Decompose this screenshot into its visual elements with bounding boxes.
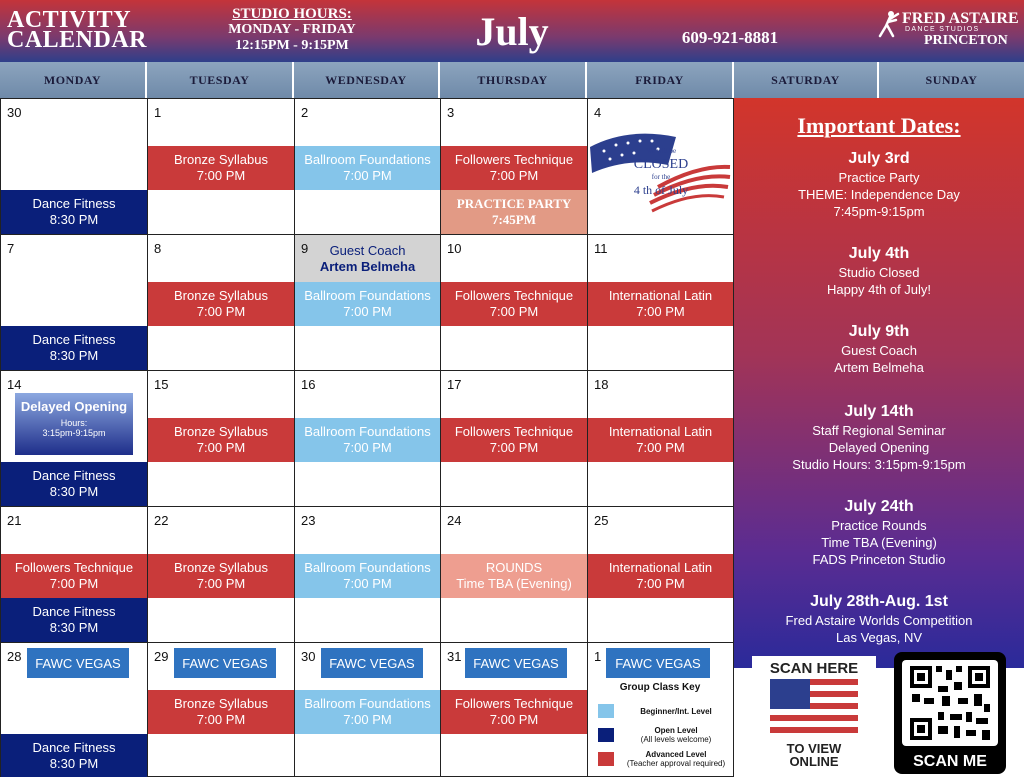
key-swatch [598, 704, 614, 718]
class-time: 7:00 PM [343, 440, 392, 455]
hours-time: 12:15PM - 9:15PM [235, 38, 349, 53]
class-international-latin[interactable] [588, 554, 733, 598]
day-cell[interactable] [440, 98, 588, 235]
class-name: Followers Technique [14, 560, 134, 575]
key-label: Advanced Level (Teacher approval required) [626, 750, 726, 768]
important-date: July 4th [848, 245, 910, 262]
fawc-vegas-badge[interactable]: FAWC VEGAS [465, 648, 567, 678]
day-header-sunday: SUNDAY [879, 62, 1024, 98]
scan-here-label: SCAN HERE [769, 660, 859, 677]
key-row [588, 747, 732, 771]
day-number: 17 [447, 377, 462, 392]
delayed-opening-notice [15, 393, 133, 455]
class-name: Bronze Syllabus [174, 424, 268, 439]
day-cell[interactable] [587, 234, 734, 371]
class-ballroom-foundations[interactable] [295, 146, 440, 190]
key-row [588, 699, 732, 723]
important-detail: Staff Regional Seminar [812, 423, 946, 438]
key-label: Beginner/Int. Level [640, 706, 712, 716]
important-detail: Artem Belmeha [834, 360, 924, 375]
important-date-item [734, 149, 1024, 220]
to-view-label: TO VIEW [786, 741, 842, 756]
day-header-friday: FRIDAY [587, 62, 734, 98]
day-number: 7 [7, 241, 15, 256]
class-name: Dance Fitness [32, 196, 116, 211]
important-detail: FADS Princeton Studio [812, 552, 946, 567]
class-time: 8:30 PM [49, 348, 99, 363]
day-cell[interactable] [0, 642, 148, 777]
day-cell[interactable] [440, 642, 588, 777]
class-bronze-syllabus[interactable] [148, 554, 294, 598]
event-time: 7:45PM [491, 212, 537, 227]
important-date: July 9th [848, 323, 910, 340]
event-name: Guest Coach [329, 242, 406, 258]
class-time: 7:00 PM [196, 440, 246, 455]
important-date-item [734, 592, 1024, 646]
class-time: 7:00 PM [196, 712, 246, 727]
class-name: Followers Technique [454, 152, 574, 167]
class-name: Dance Fitness [32, 604, 116, 619]
closed-line: CLOSED [633, 157, 689, 172]
class-time: 7:00 PM [489, 712, 539, 727]
calendar-title [7, 7, 148, 53]
day-number: 8 [154, 241, 162, 256]
class-name: International Latin [608, 560, 713, 575]
class-international-latin[interactable] [588, 418, 733, 462]
class-ballroom-foundations[interactable] [295, 418, 440, 462]
class-bronze-syllabus[interactable] [148, 146, 294, 190]
class-time: 7:00 PM [489, 304, 539, 319]
important-dates-title: Important Dates: [797, 113, 961, 138]
important-detail: Fred Astaire Worlds Competition [785, 613, 973, 628]
day-number: 23 [301, 513, 316, 528]
important-detail: Guest Coach [841, 343, 917, 358]
day-cell[interactable] [440, 234, 588, 371]
class-name: Bronze Syllabus [174, 288, 268, 303]
delayed-hours-label: Hours: [60, 418, 88, 428]
event-time: Time TBA (Evening) [456, 576, 572, 591]
day-cell[interactable] [587, 506, 734, 643]
class-dance-fitness[interactable] [1, 462, 147, 506]
day-cell[interactable] [294, 642, 441, 777]
qr-code-pattern [902, 660, 998, 746]
day-cell[interactable] [147, 234, 295, 371]
flag-image [770, 679, 858, 735]
important-detail: Studio Hours: 3:15pm-9:15pm [792, 457, 966, 472]
day-number: 11 [594, 241, 608, 256]
class-followers-technique[interactable] [441, 282, 587, 326]
class-bronze-syllabus[interactable] [148, 690, 294, 734]
day-number: 25 [594, 513, 609, 528]
event-name: ROUNDS [485, 560, 543, 575]
calendar-grid [0, 98, 734, 777]
important-detail: Las Vegas, NV [836, 630, 922, 645]
important-date: July 14th [844, 403, 914, 420]
studio-hours [222, 6, 362, 54]
delayed-title: Delayed Opening [20, 399, 128, 414]
important-detail: THEME: Independence Day [798, 187, 960, 202]
class-time: 7:00 PM [636, 576, 685, 591]
class-time: 7:00 PM [343, 712, 392, 727]
important-date: July 3rd [848, 150, 910, 167]
day-header-thursday: THURSDAY [440, 62, 587, 98]
class-dance-fitness[interactable] [1, 734, 147, 777]
class-name: International Latin [608, 288, 713, 303]
fawc-vegas-badge[interactable]: FAWC VEGAS [321, 648, 423, 678]
title-line-1: ACTIVITY [7, 7, 132, 33]
closed-notice [616, 145, 706, 197]
day-number: 24 [447, 513, 462, 528]
event-name: PRACTICE PARTY [456, 196, 572, 211]
day-cell[interactable] [440, 506, 588, 643]
day-number: 1 [594, 649, 602, 664]
day-cell[interactable] [294, 234, 441, 371]
important-detail: Time TBA (Evening) [821, 535, 937, 550]
class-name: Ballroom Foundations [304, 696, 431, 711]
class-name: Ballroom Foundations [304, 424, 431, 439]
qr-icon [902, 660, 998, 746]
day-cell[interactable] [587, 98, 734, 235]
day-cell[interactable] [0, 506, 148, 643]
day-cell[interactable] [294, 506, 441, 643]
class-time: 8:30 PM [49, 484, 99, 499]
class-followers-technique[interactable] [1, 554, 147, 598]
key-title: Group Class Key [619, 682, 701, 693]
day-cell[interactable] [147, 642, 295, 777]
fawc-vegas-badge[interactable]: FAWC VEGAS [174, 648, 276, 678]
closed-line: We will be [645, 147, 677, 155]
class-time: 7:00 PM [489, 440, 539, 455]
closed-line: for the [651, 173, 671, 181]
important-detail: 7:45pm-9:15pm [833, 204, 925, 219]
day-cell[interactable] [294, 370, 441, 507]
day-number: 4 [594, 105, 602, 120]
day-header-monday: MONDAY [0, 62, 147, 98]
day-cell[interactable] [294, 98, 441, 235]
day-number: 18 [594, 377, 609, 392]
group-class-key [588, 682, 732, 771]
class-time: 8:30 PM [49, 212, 99, 227]
day-cell[interactable] [147, 98, 295, 235]
fawc-vegas-badge[interactable]: FAWC VEGAS [27, 648, 129, 678]
class-name: Dance Fitness [32, 332, 116, 347]
month-title: July [475, 9, 549, 54]
delayed-hours: 3:15pm-9:15pm [42, 428, 106, 438]
day-number: 14 [7, 377, 22, 392]
day-number: 30 [301, 649, 316, 664]
scan-here-box[interactable] [752, 656, 876, 772]
key-swatch [598, 728, 614, 742]
class-name: Dance Fitness [32, 468, 116, 483]
important-date: July 28th-Aug. 1st [810, 593, 948, 610]
day-number: 1 [154, 105, 162, 120]
class-ballroom-foundations[interactable] [295, 690, 440, 734]
day-number: 9 [301, 241, 309, 256]
class-dance-fitness[interactable] [1, 598, 147, 642]
hours-days: MONDAY - FRIDAY [228, 22, 356, 37]
key-row [588, 723, 732, 747]
class-time: 7:00 PM [343, 576, 392, 591]
important-dates-panel [734, 98, 1024, 668]
class-name: Bronze Syllabus [174, 696, 268, 711]
class-ballroom-foundations[interactable] [295, 282, 440, 326]
day-number: 31 [447, 649, 462, 664]
day-number: 10 [447, 241, 462, 256]
important-date-item [734, 497, 1024, 568]
day-number: 15 [154, 377, 169, 392]
studio-logo [872, 10, 1022, 49]
fawc-vegas-badge[interactable]: FAWC VEGAS [606, 648, 710, 678]
class-bronze-syllabus[interactable] [148, 282, 294, 326]
day-cell[interactable] [440, 370, 588, 507]
class-time: 7:00 PM [49, 576, 99, 591]
class-name: Dance Fitness [32, 739, 116, 755]
class-bronze-syllabus[interactable] [148, 418, 294, 462]
class-time: 8:30 PM [49, 620, 99, 635]
important-detail: Happy 4th of July! [826, 282, 932, 297]
class-dance-fitness[interactable] [1, 190, 147, 234]
class-time: 7:00 PM [636, 304, 685, 319]
day-number: 3 [447, 105, 455, 120]
coach-name: Artem Belmeha [319, 258, 416, 274]
class-name: Ballroom Foundations [304, 152, 431, 167]
class-time: 7:00 PM [196, 576, 246, 591]
day-number: 16 [301, 377, 316, 392]
day-cell[interactable] [0, 234, 148, 371]
class-time: 7:00 PM [343, 168, 392, 183]
qr-code[interactable] [894, 652, 1006, 774]
class-name: Bronze Syllabus [174, 152, 268, 167]
class-name: Bronze Syllabus [174, 560, 268, 575]
class-followers-technique[interactable] [441, 146, 587, 190]
class-time: 7:00 PM [196, 304, 246, 319]
scan-me-label: SCAN ME [913, 753, 987, 770]
day-cell[interactable] [0, 98, 148, 235]
important-date-item [734, 322, 1024, 376]
class-name: International Latin [608, 424, 713, 439]
header-banner [0, 0, 1024, 62]
class-time: 8:30 PM [49, 755, 99, 771]
day-header-wednesday: WEDNESDAY [294, 62, 440, 98]
logo-subtitle: DANCE STUDIOS [905, 26, 980, 33]
dancer-icon [876, 10, 902, 38]
guest-coach-event[interactable] [295, 235, 440, 282]
class-name: Followers Technique [454, 424, 574, 439]
day-number: 21 [7, 513, 22, 528]
class-name: Followers Technique [454, 696, 574, 711]
logo-name: FRED ASTAIRE [902, 10, 1019, 27]
day-cell[interactable] [147, 370, 295, 507]
class-dance-fitness[interactable] [1, 326, 147, 370]
phone-number[interactable]: 609-921-8881 [681, 28, 779, 47]
class-name: Ballroom Foundations [304, 288, 431, 303]
day-number: 30 [7, 105, 22, 120]
practice-party-event[interactable] [441, 190, 587, 234]
class-time: 7:00 PM [343, 304, 392, 319]
logo-location: PRINCETON [924, 33, 1008, 48]
class-followers-technique[interactable] [441, 418, 587, 462]
closed-line: 4 th of July [633, 183, 689, 197]
class-international-latin[interactable] [588, 282, 733, 326]
class-followers-technique[interactable] [441, 690, 587, 734]
class-time: 7:00 PM [489, 168, 539, 183]
important-date: July 24th [844, 498, 914, 515]
day-number: 22 [154, 513, 169, 528]
important-detail: Practice Party [838, 170, 920, 185]
class-name: Followers Technique [454, 288, 574, 303]
day-header-saturday: SATURDAY [734, 62, 879, 98]
day-number: 28 [7, 649, 22, 664]
important-date-item [734, 244, 1024, 298]
class-ballroom-foundations[interactable] [295, 554, 440, 598]
online-label: ONLINE [789, 754, 839, 769]
important-detail: Studio Closed [838, 265, 920, 280]
day-number: 29 [154, 649, 169, 664]
important-detail: Practice Rounds [831, 518, 927, 533]
hours-label: STUDIO HOURS: [232, 6, 352, 22]
day-header-tuesday: TUESDAY [147, 62, 294, 98]
rounds-event[interactable] [441, 554, 587, 598]
important-detail: Delayed Opening [828, 440, 930, 455]
class-time: 7:00 PM [636, 440, 685, 455]
key-swatch [598, 752, 614, 766]
day-cell[interactable] [0, 370, 148, 507]
day-number: 2 [301, 105, 309, 120]
important-date-item [734, 402, 1024, 473]
day-cell[interactable] [587, 370, 734, 507]
key-label: Open Level (All levels welcome) [640, 726, 712, 744]
class-name: Ballroom Foundations [304, 560, 431, 575]
class-time: 7:00 PM [196, 168, 246, 183]
day-cell[interactable] [147, 506, 295, 643]
title-line-2: CALENDAR [7, 27, 148, 53]
